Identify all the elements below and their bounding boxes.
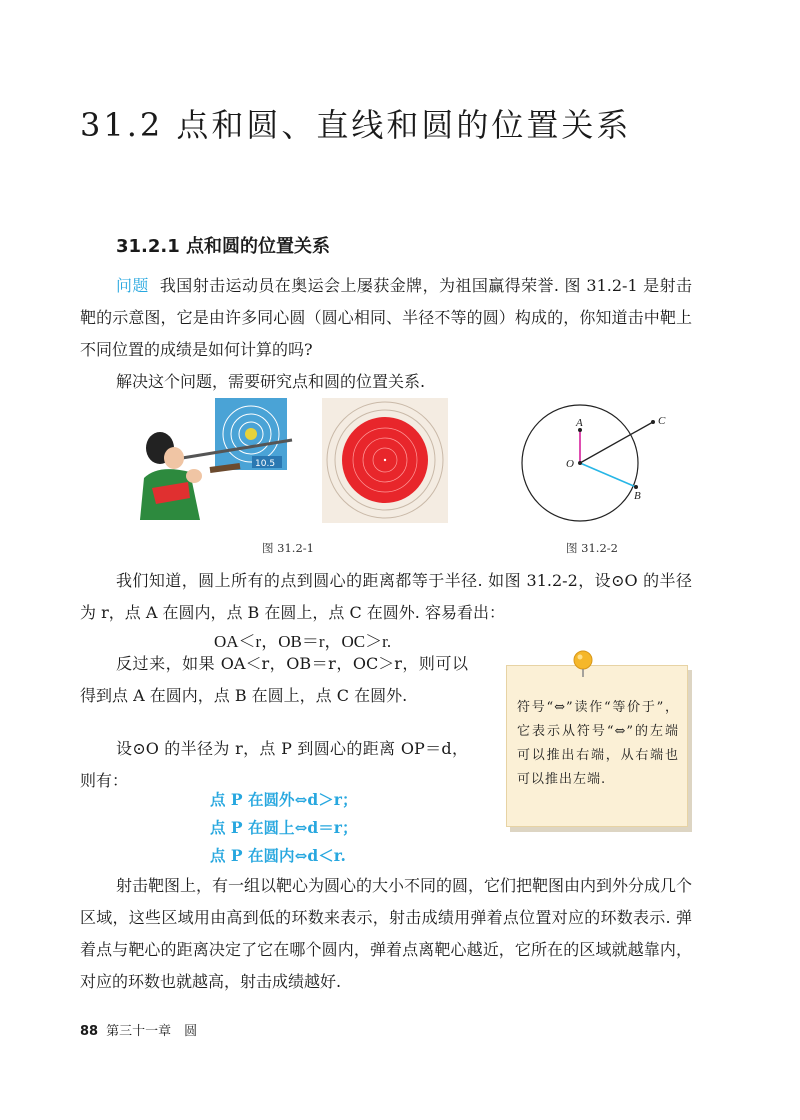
side-note [506, 665, 688, 827]
equivalence-inside: 点 P 在圆内⇔d＜r. [210, 846, 346, 865]
pin-icon [568, 648, 598, 678]
problem-label: 问题 [116, 276, 149, 295]
equivalence-on: 点 P 在圆上⇔d＝r； [210, 818, 358, 837]
label-o: O [566, 458, 574, 470]
section-title: 31.2.1 点和圆的位置关系 [116, 236, 331, 257]
figure2-caption: 图 31.2-2 [566, 541, 618, 555]
chapter-title: 31.2 点和圆、直线和圆的位置关系 [80, 106, 632, 144]
label-c: C [658, 415, 666, 427]
page-footer [80, 1020, 197, 1039]
known-paragraph: 我们知道，圆上所有的点到圆心的距离都等于半径. 如图 31.2-2，设⊙O 的半径为 r，点 A 在圆内，点 B 在圆上，点 C 在圆外. 容易看出： [80, 571, 692, 622]
problem-paragraph [80, 270, 692, 366]
setup-paragraph: 设⊙O 的半径为 r，点 P 到圆心的距离 OP＝d，则有： [80, 739, 468, 790]
relations-formula: OA＜r，OB＝r，OC＞r. [214, 632, 392, 651]
converse-paragraph: 反过来，如果 OA＜r，OB＝r，OC＞r，则可以得到点 A 在圆内，点 B 在圆上，点 C 在圆外. [80, 654, 468, 705]
chapter-name: 第三十一章 圆 [106, 1024, 198, 1039]
figure1-caption: 图 31.2-1 [262, 541, 314, 555]
shooter-photo [130, 392, 300, 522]
target-paragraph: 射击靶图上，有一组以靶心为圆心的大小不同的圆，它们把靶图由内到外分成几个区域，这些区域用由高到低的环数来表示，射击成绩用弹着点位置对应的环数表示. 弹着点与靶心的距离决定了它在哪个圆内，弹着点离靶心越近，它所在的区域就越靠内，对应的环数也就越高，射击成绩越好. [80, 876, 693, 991]
label-a: A [576, 417, 583, 429]
note-text: 符号“⇔”读作“等价于”，它表示从符号“⇔”的左端可以推出右端，从右端也可以推出左端. [517, 700, 679, 787]
page-number: 88 [80, 1024, 99, 1039]
target-image [322, 398, 448, 523]
circle-diagram [510, 400, 680, 530]
label-b: B [634, 490, 641, 502]
problem-text: 我国射击运动员在奥运会上屡获金牌，为祖国赢得荣誉. 图 31.2-1 是射击靶的示意图，它是由许多同心圆（圆心相同、半径不等的圆）构成的，你知道击中靶上不同位置的成绩是如何计算的吗? [80, 276, 692, 359]
intro-paragraph: 解决这个问题，需要研究点和圆的位置关系. [116, 372, 426, 391]
equivalence-outside: 点 P 在圆外⇔d＞r； [210, 790, 358, 809]
score-display: 10.5 [255, 459, 276, 469]
